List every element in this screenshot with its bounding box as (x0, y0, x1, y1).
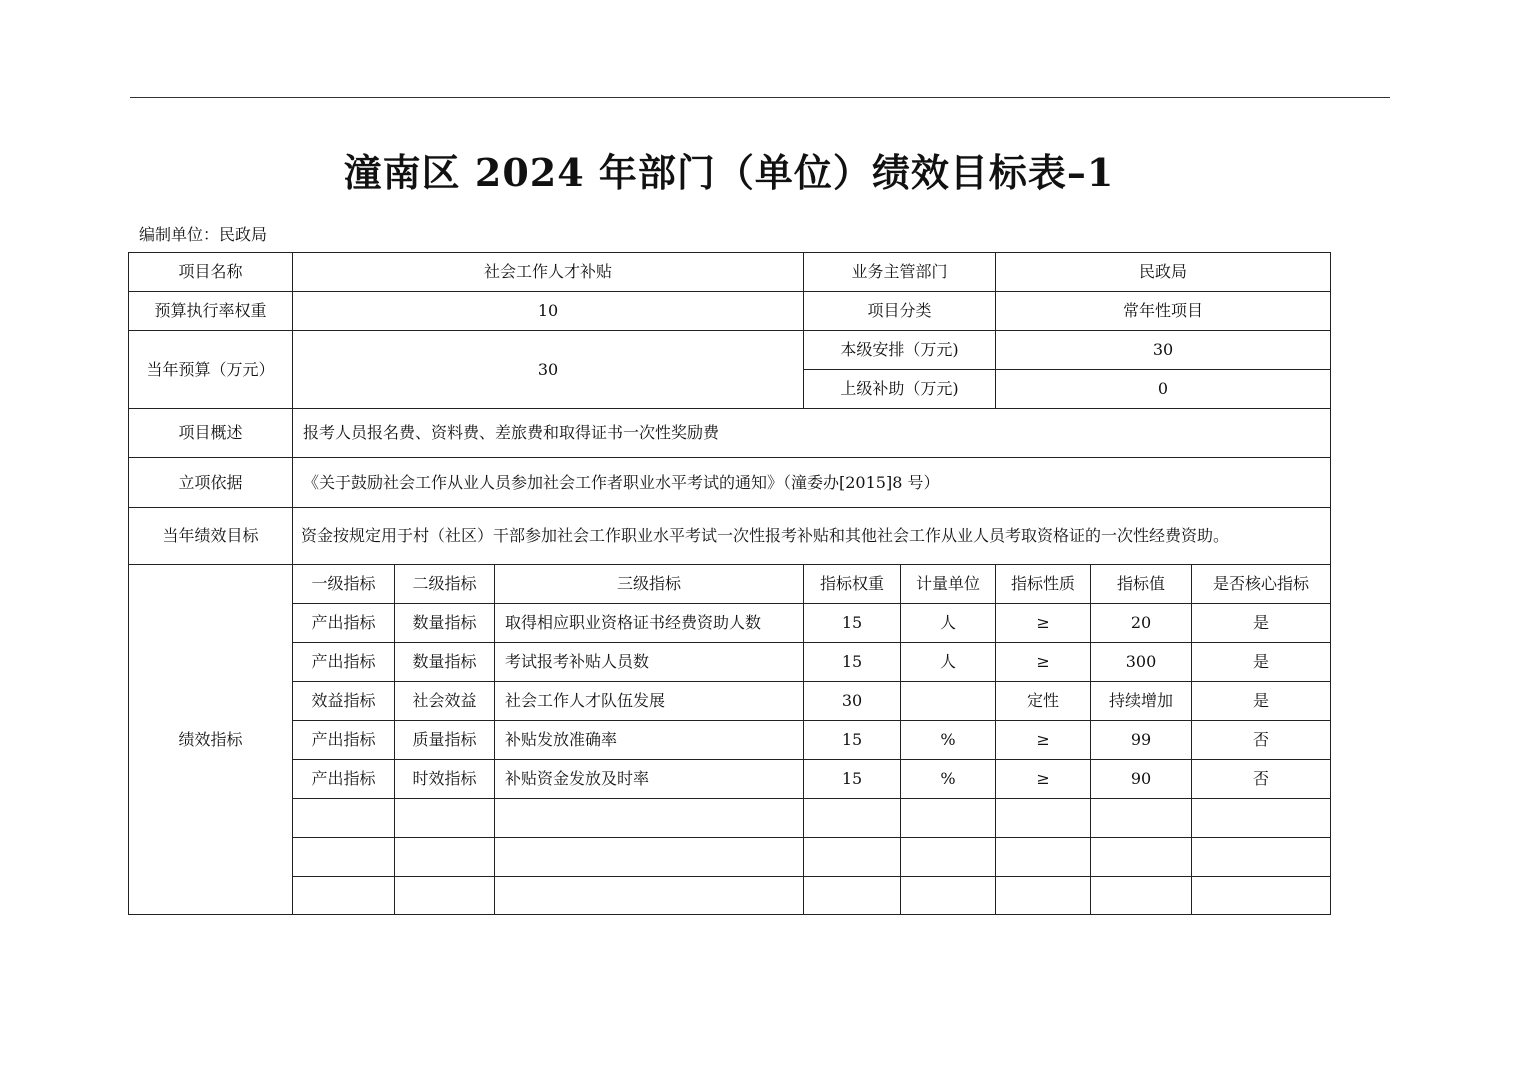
level1-cell: 产出指标 (293, 604, 395, 643)
empty-cell (804, 877, 901, 915)
level2-cell: 社会效益 (395, 682, 495, 721)
empty-cell (293, 799, 395, 838)
weight-cell: 15 (804, 721, 901, 760)
empty-cell (1192, 799, 1331, 838)
value-cell: 20 (1091, 604, 1192, 643)
weight-cell: 15 (804, 643, 901, 682)
level3-cell: 考试报考补贴人员数 (495, 643, 804, 682)
nature-cell: ≥ (996, 643, 1091, 682)
col-header: 三级指标 (495, 565, 804, 604)
basis-value: 《关于鼓励社会工作从业人员参加社会工作者职业水平考试的通知》（潼委办[2015]8 号） (293, 458, 1331, 508)
indicators-section-label: 绩效指标 (129, 565, 293, 915)
empty-cell (804, 799, 901, 838)
value-cell: 90 (1091, 760, 1192, 799)
nature-cell: ≥ (996, 760, 1091, 799)
local-label: 本级安排（万元) (804, 331, 996, 370)
basis-label: 立项依据 (129, 458, 293, 508)
empty-cell (1091, 877, 1192, 915)
core-cell: 是 (1192, 643, 1331, 682)
empty-cell (901, 799, 996, 838)
value-cell: 300 (1091, 643, 1192, 682)
empty-row (129, 877, 1331, 915)
empty-cell (901, 877, 996, 915)
empty-cell (1091, 838, 1192, 877)
exec-weight-value: 10 (293, 292, 804, 331)
empty-cell (395, 877, 495, 915)
col-header: 二级指标 (395, 565, 495, 604)
level1-cell: 产出指标 (293, 643, 395, 682)
core-cell: 否 (1192, 721, 1331, 760)
col-header: 指标值 (1091, 565, 1192, 604)
overview-value: 报考人员报名费、资料费、差旅费和取得证书一次性奖励费 (293, 409, 1331, 458)
empty-cell (996, 877, 1091, 915)
col-header: 指标性质 (996, 565, 1091, 604)
core-cell: 否 (1192, 760, 1331, 799)
unit-cell: % (901, 721, 996, 760)
weight-cell: 15 (804, 604, 901, 643)
compile-unit: 编制单位：民政局 (139, 225, 268, 244)
level1-cell: 产出指标 (293, 721, 395, 760)
empty-cell (395, 838, 495, 877)
budget-label: 当年预算（万元） (129, 331, 293, 409)
nature-cell: 定性 (996, 682, 1091, 721)
empty-cell (293, 877, 395, 915)
table-row (129, 643, 1331, 682)
unit-cell: % (901, 760, 996, 799)
col-header: 是否核心指标 (1192, 565, 1331, 604)
project-name-value: 社会工作人才补贴 (293, 253, 804, 292)
empty-cell (1091, 799, 1192, 838)
nature-cell: ≥ (996, 604, 1091, 643)
col-header: 计量单位 (901, 565, 996, 604)
empty-cell (1192, 838, 1331, 877)
upper-label: 上级补助（万元) (804, 370, 996, 409)
value-cell: 持续增加 (1091, 682, 1192, 721)
top-rule (130, 97, 1390, 98)
level3-cell: 取得相应职业资格证书经费资助人数 (495, 604, 804, 643)
table-row (129, 604, 1331, 643)
empty-cell (996, 838, 1091, 877)
dept-label: 业务主管部门 (804, 253, 996, 292)
category-label: 项目分类 (804, 292, 996, 331)
empty-row (129, 799, 1331, 838)
weight-cell: 15 (804, 760, 901, 799)
category-value: 常年性项目 (996, 292, 1331, 331)
level2-cell: 数量指标 (395, 604, 495, 643)
table-row (129, 721, 1331, 760)
empty-cell (901, 838, 996, 877)
performance-table (128, 252, 1331, 915)
level3-cell: 补贴发放准确率 (495, 721, 804, 760)
level2-cell: 时效指标 (395, 760, 495, 799)
empty-cell (996, 799, 1091, 838)
level1-cell: 产出指标 (293, 760, 395, 799)
empty-cell (293, 838, 395, 877)
col-header: 一级指标 (293, 565, 395, 604)
core-cell: 是 (1192, 604, 1331, 643)
empty-cell (495, 799, 804, 838)
upper-value: 0 (996, 370, 1331, 409)
budget-value: 30 (293, 331, 804, 409)
project-name-label: 项目名称 (129, 253, 293, 292)
goal-label: 当年绩效目标 (129, 508, 293, 565)
empty-cell (395, 799, 495, 838)
empty-cell (495, 838, 804, 877)
dept-value: 民政局 (996, 253, 1331, 292)
unit-cell: 人 (901, 604, 996, 643)
unit-cell (901, 682, 996, 721)
table-row (129, 760, 1331, 799)
nature-cell: ≥ (996, 721, 1091, 760)
empty-row (129, 838, 1331, 877)
value-cell: 99 (1091, 721, 1192, 760)
empty-cell (804, 838, 901, 877)
page-title: 潼南区 2024 年部门（单位）绩效目标表–1 (343, 150, 1115, 195)
unit-cell: 人 (901, 643, 996, 682)
col-header: 指标权重 (804, 565, 901, 604)
level3-cell: 社会工作人才队伍发展 (495, 682, 804, 721)
table-row (129, 682, 1331, 721)
empty-cell (495, 877, 804, 915)
level3-cell: 补贴资金发放及时率 (495, 760, 804, 799)
goal-value: 资金按规定用于村（社区）干部参加社会工作职业水平考试一次性报考补贴和其他社会工作从业人员考取资格证的一次性经费资助。 (293, 508, 1331, 565)
exec-weight-label: 预算执行率权重 (129, 292, 293, 331)
local-value: 30 (996, 331, 1331, 370)
core-cell: 是 (1192, 682, 1331, 721)
level2-cell: 质量指标 (395, 721, 495, 760)
overview-label: 项目概述 (129, 409, 293, 458)
level1-cell: 效益指标 (293, 682, 395, 721)
level2-cell: 数量指标 (395, 643, 495, 682)
weight-cell: 30 (804, 682, 901, 721)
empty-cell (1192, 877, 1331, 915)
